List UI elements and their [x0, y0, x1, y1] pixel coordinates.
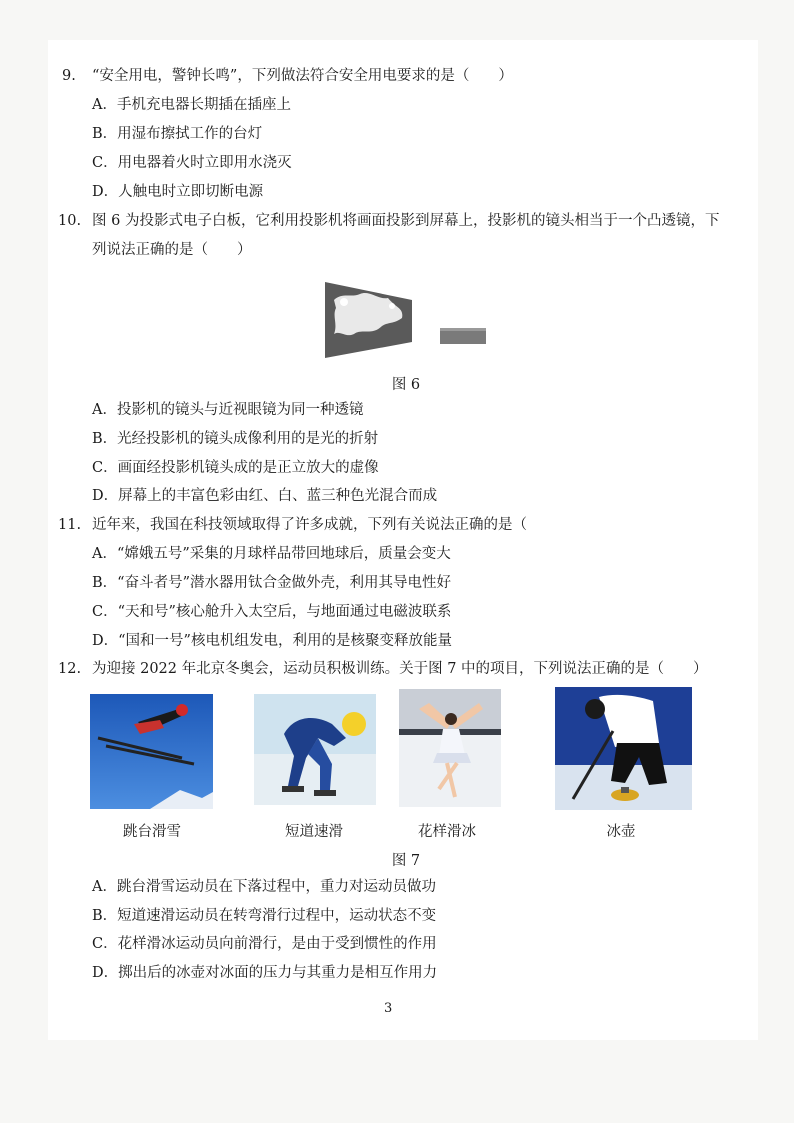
option-b: B．用湿布擦拭工作的台灯 — [92, 126, 263, 142]
question-number: 9. — [62, 68, 76, 84]
figure-6-caption: 图 6 — [391, 377, 421, 393]
option-d: D．“国和一号”核电机组发电，利用的是核聚变释放能量 — [92, 633, 452, 649]
option-a: A．“嫦娥五号”采集的月球样品带回地球后，质量会变大 — [92, 546, 451, 562]
question-stem: 为迎接 2022 年北京冬奥会，运动员积极训练。关于图 7 中的项目，下列说法正确的是（ ） — [92, 661, 708, 677]
question-stem: 近年来，我国在科技领域取得了许多成就，下列有关说法正确的是（ — [92, 517, 527, 533]
option-c: C．花样滑冰运动员向前滑行，是由于受到惯性的作用 — [92, 936, 437, 952]
question-number: 10. — [58, 213, 82, 229]
figure-skating-photo — [399, 689, 501, 807]
question-number: 11. — [58, 517, 82, 533]
option-b: B．短道速滑运动员在转弯滑行过程中，运动状态不变 — [92, 908, 437, 924]
option-d: D．人触电时立即切断电源 — [92, 184, 264, 200]
option-b: B．光经投影机的镜头成像利用的是光的折射 — [92, 431, 379, 447]
option-c: C．画面经投影机镜头成的是正立放大的虚像 — [92, 460, 379, 476]
question-stem-line-1: 图 6 为投影式电子白板，它利用投影机将画面投影到屏幕上，投影机的镜头相当于一个凸透镜，下 — [92, 213, 720, 229]
option-b: B．“奋斗者号”潜水器用钛合金做外壳，利用其导电性好 — [92, 575, 451, 591]
short-track-photo — [254, 694, 376, 805]
option-a: A．投影机的镜头与近视眼镜为同一种透镜 — [92, 402, 364, 418]
photo-caption-2: 短道速滑 — [285, 824, 343, 840]
option-d: D．掷出后的冰壶对冰面的压力与其重力是相互作用力 — [92, 965, 438, 981]
option-c: C．用电器着火时立即用水浇灭 — [92, 155, 292, 171]
projection-whiteboard-image — [322, 278, 492, 362]
option-a: A．手机充电器长期插在插座上 — [92, 97, 291, 113]
option-c: C．“天和号”核心舱升入太空后，与地面通过电磁波联系 — [92, 604, 452, 620]
question-number: 12. — [58, 661, 82, 677]
photo-caption-3: 花样滑冰 — [418, 824, 476, 840]
ski-jumping-photo — [90, 694, 213, 809]
photo-caption-1: 跳台滑雪 — [123, 824, 181, 840]
photo-caption-4: 冰壶 — [606, 824, 636, 840]
page-number: 3 — [384, 1001, 393, 1016]
figure-7-caption: 图 7 — [391, 853, 421, 869]
option-d: D．屏幕上的丰富色彩由红、白、蓝三种色光混合而成 — [92, 488, 438, 504]
option-a: A．跳台滑雪运动员在下落过程中，重力对运动员做功 — [92, 879, 436, 895]
curling-photo — [555, 687, 692, 810]
question-stem-line-2: 列说法正确的是（ ） — [92, 242, 252, 258]
question-stem: “安全用电，警钟长鸣”，下列做法符合安全用电要求的是（ ） — [92, 68, 513, 84]
